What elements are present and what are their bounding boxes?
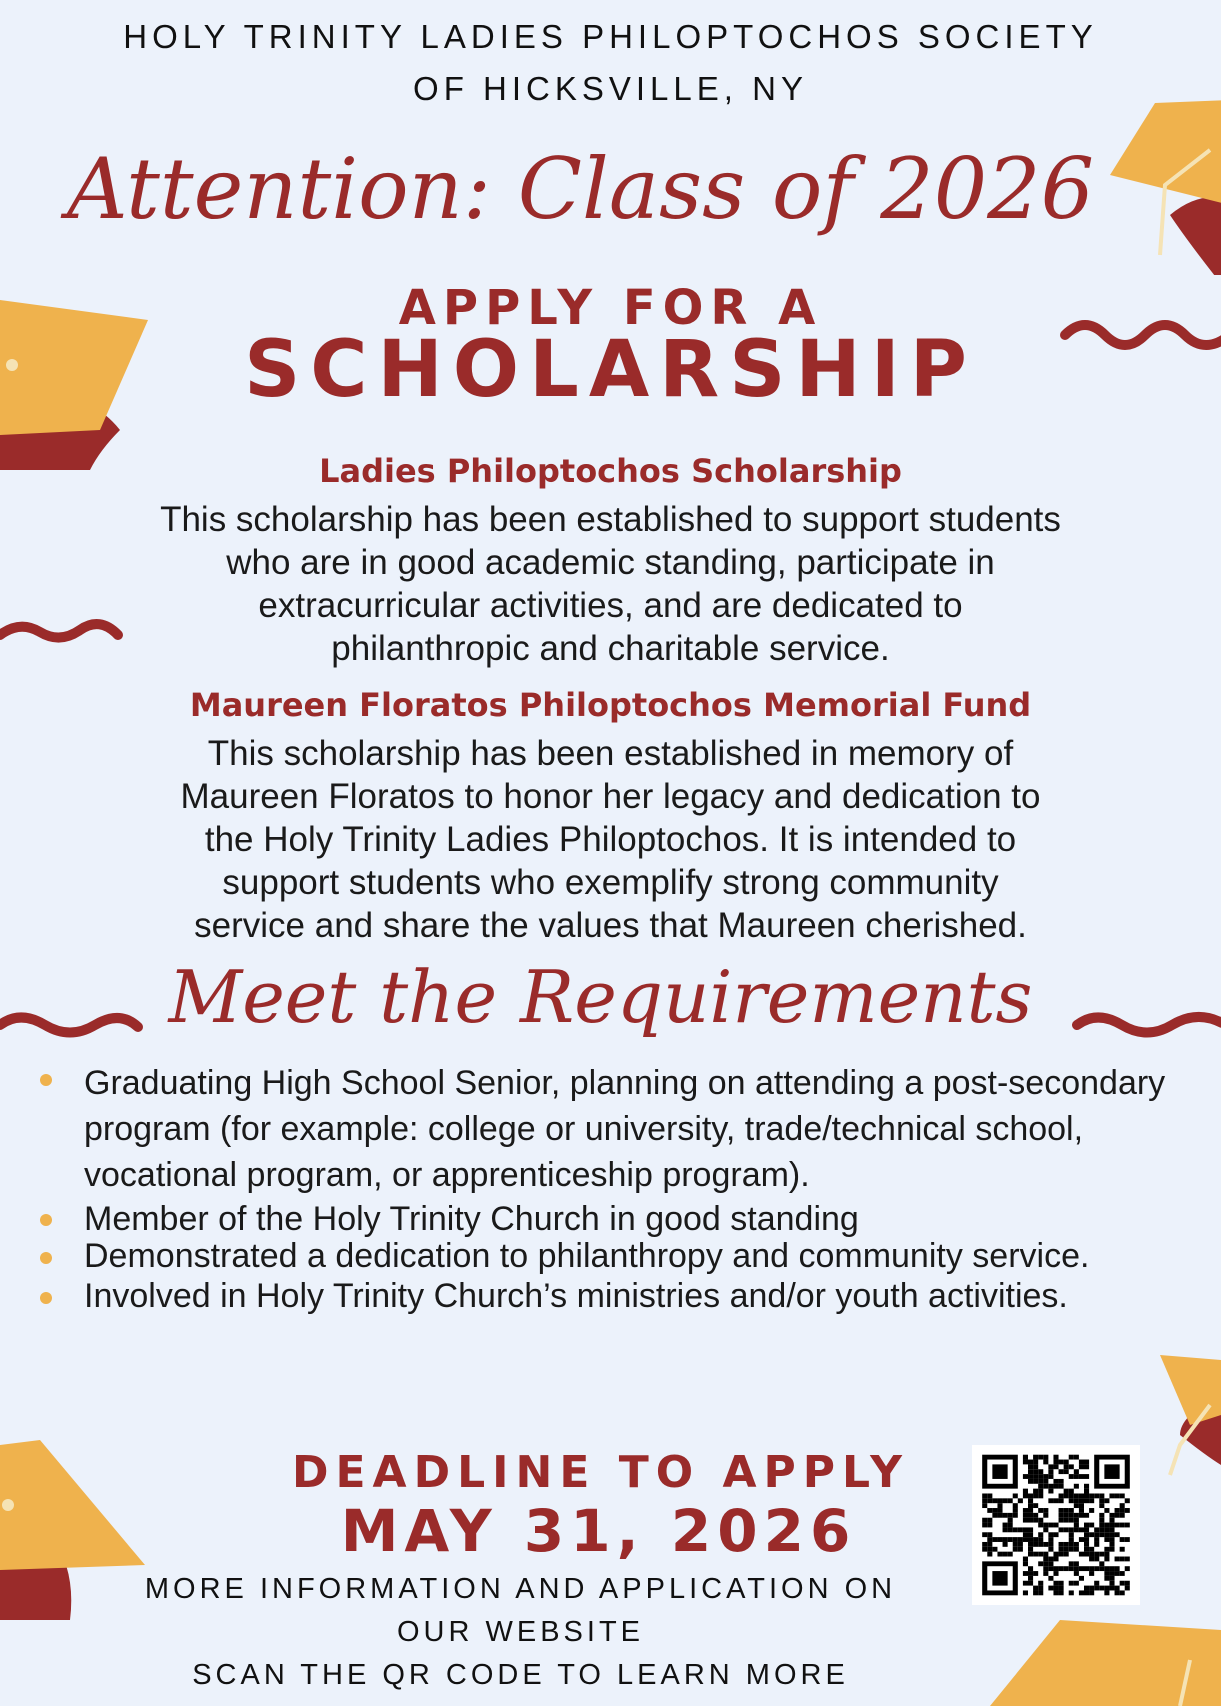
list-item <box>40 1200 1200 1238</box>
deadline-label: DEADLINE TO APPLY <box>291 1447 910 1498</box>
scan-qr-text: SCAN THE QR CODE TO LEARN MORE <box>192 1659 849 1691</box>
bullet-icon <box>40 1074 52 1086</box>
requirement-text: Involved in Holy Trinity Church’s ministries and/or youth activities. <box>84 1277 1068 1315</box>
description-line: who are in good academic standing, participate in <box>226 543 995 582</box>
bullet-icon <box>40 1252 52 1264</box>
headline: Attention: Class of 2026 <box>66 140 1095 238</box>
description-line: service and share the values that Maureen cherished. <box>194 906 1027 945</box>
description-line: This scholarship has been established in memory of <box>207 734 1014 773</box>
list-item <box>40 1278 1144 1315</box>
list-item <box>40 1238 1200 1275</box>
bullet-icon <box>40 1214 52 1226</box>
scholarship-description <box>0 498 1221 670</box>
description-line: support students who exemplify strong community <box>222 863 999 902</box>
organization-name: HOLY TRINITY LADIES PHILOPTOCHOS SOCIETY <box>123 18 1098 55</box>
requirement-text: Demonstrated a dedication to philanthropy and community service. <box>84 1237 1090 1275</box>
list-item <box>40 1060 1200 1198</box>
description-line: philanthropic and charitable service. <box>331 629 890 668</box>
scholarship-name: Ladies Philoptochos Scholarship <box>319 452 902 490</box>
requirement-text: Graduating High School Senior, planning on attending a post-secondary program (for example: college or university, trade/technical school, vocational program, or apprenticeship program). <box>84 1064 1166 1194</box>
description-line: Maureen Floratos to honor her legacy and dedication to <box>180 777 1041 816</box>
qr-code[interactable] <box>972 1445 1140 1605</box>
scholarship-heading: SCHOLARSHIP <box>244 325 977 415</box>
description-line: the Holy Trinity Ladies Philoptochos. It is intended to <box>204 820 1017 859</box>
scholarship-name: Maureen Floratos Philoptochos Memorial Fund <box>189 686 1032 724</box>
description-line: extracurricular activities, and are dedicated to <box>258 586 963 625</box>
bullet-icon <box>40 1292 52 1304</box>
deadline-date: MAY 31, 2026 <box>340 1497 857 1565</box>
scholarship-description <box>0 732 1221 947</box>
website-text: OUR WEBSITE <box>396 1616 644 1648</box>
apply-for-a: APPLY FOR A <box>398 280 823 336</box>
requirements-list <box>40 1060 1200 1315</box>
description-line: This scholarship has been established to support students <box>160 500 1061 539</box>
requirement-text: Member of the Holy Trinity Church in good standing <box>84 1200 859 1238</box>
organization-location: OF HICKSVILLE, NY <box>413 70 808 107</box>
requirements-heading: Meet the Requirements <box>168 955 1033 1039</box>
more-info-text: MORE INFORMATION AND APPLICATION ON <box>144 1573 897 1605</box>
